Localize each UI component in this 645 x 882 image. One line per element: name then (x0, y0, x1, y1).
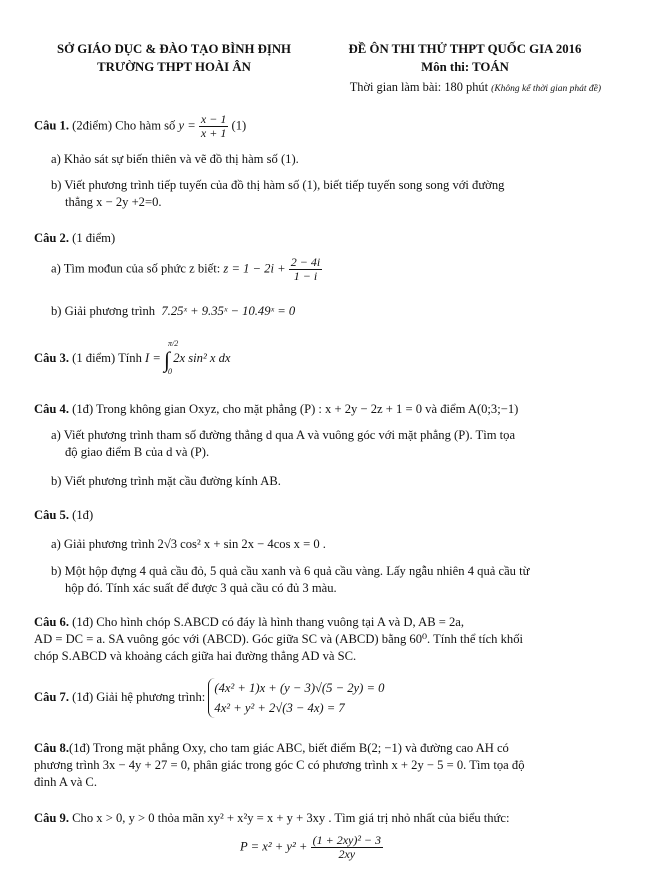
q4-part-b: b) Viết phương trình mặt cầu đường kính AB. (51, 474, 281, 488)
question-6: Câu 6. (1đ) Cho hình chóp S.ABCD có đáy là hình thang vuông tại A và D, AB = 2a, AD = DC = a. SA vuông góc với (ABCD). Góc giữa SC và (ABCD) bằng 60⁰. Tính thể tích khối chóp S.ABCD và khoảng cách giữa hai đường thẳng AD và SC. (34, 615, 523, 663)
q1-part-b: b) Viết phương trình tiếp tuyến của đồ thị hàm số (1), biết tiếp tuyến song song với đường thẳng x − 2y +2=0. (51, 178, 505, 209)
q2-part-a: a) Tìm mođun của số phức z biết: z = 1 − 2i + $\frac{2 - 4i}{1 - i}$ (51, 255, 321, 283)
question-label: Câu 8. (34, 741, 69, 755)
question-label: Câu 7. (34, 689, 69, 704)
equation-system: (4x² + 1)x + (y − 3)√(5 − 2y) = 0 4x² + y² + 2√(3 − 4x) = 7 (208, 678, 384, 718)
question-label: Câu 1. (34, 118, 69, 133)
school-name: TRƯỜNG THPT HOÀI ÂN (97, 60, 251, 74)
question-5: Câu 5. (1đ) (34, 508, 94, 522)
q1-part-a: a) Khảo sát sự biến thiên và vẽ đồ thị hàm số (1). (51, 152, 299, 166)
header-left (34, 40, 314, 76)
question-7: Câu 7. (1đ) Giải hệ phương trình: (4x² + 1)x + (y − 3)√(5 − 2y) = 0 4x² + y² + 2√(3 − 4x) = 7 (34, 678, 601, 718)
math-lhs: y = (178, 118, 196, 133)
equation-tag: (1) (231, 118, 247, 133)
header-right (315, 40, 615, 76)
fraction: $\frac{\text{(1 + 2xy)² − 3}}{2xy}$ (312, 833, 382, 861)
q5-part-b: b) Một hộp đựng 4 quả cầu đỏ, 5 quả cầu xanh và 6 quả cầu vàng. Lấy ngẫu nhiên 4 quả cầu từ hộp đó. Tính xác suất để được 3 quả cầu có đủ 3 màu. (51, 564, 530, 595)
subject: Môn thi: TOÁN (421, 60, 509, 74)
department-name: SỞ GIÁO DỤC & ĐÀO TẠO BÌNH ĐỊNH (56, 42, 292, 56)
question-4: Câu 4. (1đ) Trong không gian Oxyz, cho mặt phẳng (P) : x + 2y − 2z + 1 = 0 và điểm A(0;3;−1) (34, 402, 519, 416)
question-3: Câu 3. (1 điểm) Tính I = ∫ π/2 0 2x sin² x dx (34, 338, 231, 376)
question-label: Câu 5. (34, 508, 69, 522)
time-note: (Không kể thời gian phát đề) (491, 84, 601, 94)
fraction: $\frac{2 - 4i}{1 - i}$ (290, 255, 321, 283)
question-label: Câu 2. (34, 231, 69, 245)
exam-title: ĐỀ ÔN THI THỬ THPT QUỐC GIA 2016 (348, 42, 582, 56)
time-text: Thời gian làm bài: 180 phút (349, 80, 489, 94)
q9-expression: P = x² + y² + $\frac{\text{(1 + 2xy)² − 3}}{2xy}$ (240, 833, 382, 861)
time-limit (350, 80, 601, 95)
question-1 (34, 113, 601, 140)
question-label: Câu 3. (34, 351, 69, 365)
fraction: $\frac{x - 1}{x + 1}$ (200, 112, 227, 140)
question-label: Câu 9. (34, 811, 69, 825)
question-8: Câu 8.(1đ) Trong mặt phẳng Oxy, cho tam giác ABC, biết điểm B(2; −1) và đường cao AH có phương trình 3x − 4y + 27 = 0, phân giác trong góc C có phương trình x + 2y − 5 = 0. Tìm tọa độ đỉnh A và C. (34, 741, 525, 789)
q2-part-b: b) Giải phương trình 7.25ˣ + 9.35ˣ − 10.49ˣ = 0 (51, 304, 296, 318)
q4-part-a: a) Viết phương trình tham số đường thẳng d qua A và vuông góc với mặt phẳng (P). Tìm tọa độ giao điểm B của d và (P). (51, 428, 516, 459)
question-9: Câu 9. Cho x > 0, y > 0 thỏa mãn xy² + x²y = x + y + 3xy . Tìm giá trị nhỏ nhất của biểu thức: (34, 811, 510, 825)
question-2: Câu 2. (1 điểm) (34, 231, 116, 245)
question-label: Câu 4. (34, 402, 69, 416)
q5-part-a: a) Giải phương trình 2√3 cos² x + sin 2x − 4cos x = 0 . (51, 537, 326, 551)
integral-sign: ∫ π/2 0 (164, 338, 179, 376)
question-intro: (2điểm) Cho hàm số (72, 118, 176, 133)
question-label: Câu 6. (34, 615, 69, 629)
